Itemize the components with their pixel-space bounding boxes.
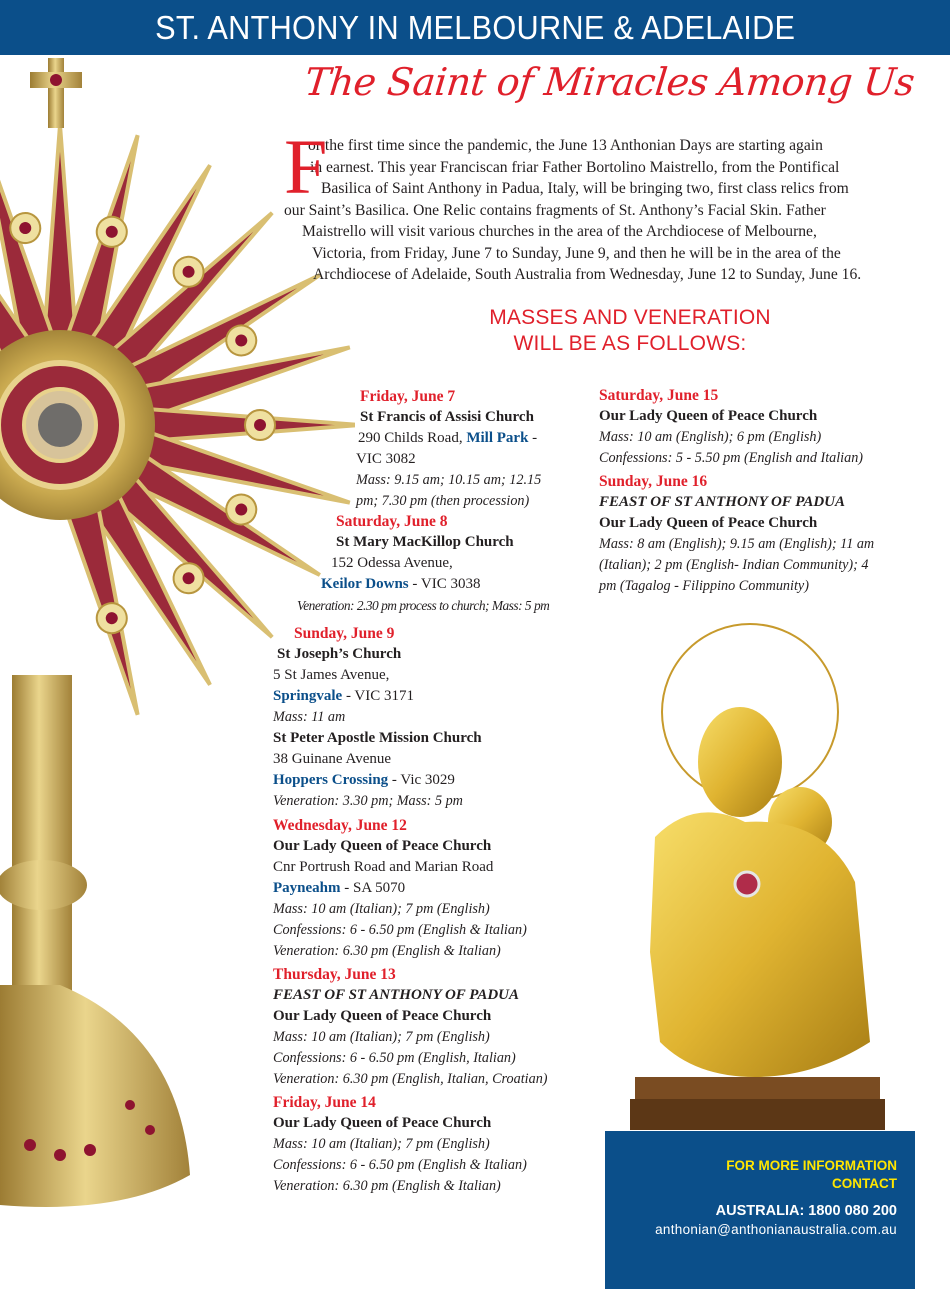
address [356,428,541,449]
address: Cnr Portrush Road and Marian Road [273,859,494,875]
event-friday-june-14 [273,1092,527,1197]
separator: - [528,430,538,446]
address-line [273,686,482,707]
contact-info-box [605,1131,915,1289]
contact-email[interactable]: anthonian@anthonianaustralia.com.au [655,1222,897,1237]
mass-times: Mass: 10 am (English); 6 pm (English) [599,429,822,445]
event-saturday-june-8 [297,511,549,616]
mass-times: Veneration: 2.30 pm process to church; Mass: 5 pm [297,598,550,613]
address: 152 Odessa Avenue, [331,555,453,571]
mass-times: (Italian); 2 pm (English- Indian Community); 4 [599,557,869,573]
section-heading-line2: WILL BE AS FOLLOWS: [513,332,747,355]
banner-title: ST. ANTHONY IN MELBOURNE & ADELAIDE [154,8,796,46]
mass-times: pm (Tagalog - Filippino Community) [599,578,809,594]
confession-times: Confessions: 6 - 6.50 pm (English & Italian) [273,922,527,938]
event-date: Friday, June 14 [273,1094,376,1111]
intro-line: Basilica of Saint Anthony in Padua, Italy, will be bringing two, first class relics from [321,180,849,197]
church-name: St Francis of Assisi Church [360,409,534,425]
intro-line: Archdiocese of Adelaide, South Australia from Wednesday, June 12 to Sunday, June 16. [313,266,862,283]
intro-line: in earnest. This year Franciscan friar Father Bortolino Maistrello, from the Pontifical [310,158,840,176]
header-banner [0,0,950,55]
event-date: Sunday, June 9 [294,625,395,642]
veneration-times: Veneration: 6.30 pm (English, Italian, Croatian) [273,1071,548,1087]
mass-times: Mass: 10 am (Italian); 7 pm (English) [273,901,490,917]
postcode: - VIC 3038 [408,576,481,592]
event-saturday-june-15 [599,385,863,469]
section-heading [430,305,830,357]
church-name: Our Lady Queen of Peace Church [273,838,492,854]
mass-times: Veneration: 3.30 pm; Mass: 5 pm [273,793,463,809]
church-name: St Peter Apostle Mission Church [273,730,482,746]
confession-times: Confessions: 6 - 6.50 pm (English & Italian) [273,1157,527,1173]
postcode: VIC 3082 [356,451,416,467]
drop-cap: F [284,123,328,210]
street: 290 Childs Road, [358,430,467,446]
intro-line: Victoria, from Friday, June 7 to Sunday, June 9, and then he will be in the area of the [312,244,841,262]
address-line [273,770,482,791]
section-heading-line1: MASSES AND VENERATION [489,306,771,329]
headline: The Saint of Miracles Among Us [302,60,917,104]
church-name: Our Lady Queen of Peace Church [273,1115,492,1131]
suburb: Springvale [273,688,343,704]
contact-phone[interactable]: AUSTRALIA: 1800 080 200 [715,1203,897,1219]
intro-line: or the first time since the pandemic, the June 13 Anthonian Days are starting again [308,137,823,154]
church-name: Our Lady Queen of Peace Church [273,1008,492,1024]
address: 5 St James Avenue, [273,667,390,683]
mass-times: pm; 7.30 pm (then procession) [356,493,530,509]
event-date: Thursday, June 13 [273,966,396,983]
event-date: Saturday, June 15 [599,387,719,404]
event-date: Sunday, June 16 [599,473,708,490]
mass-times: Mass: 10 am (Italian); 7 pm (English) [273,1029,490,1045]
veneration-times: Veneration: 6.30 pm (English & Italian) [273,943,501,959]
confession-times: Confessions: 6 - 6.50 pm (English, Italian) [273,1050,516,1066]
mass-times: Mass: 8 am (English); 9.15 am (English); 11 am [599,536,875,552]
mass-times: Mass: 9.15 am; 10.15 am; 12.15 [356,472,542,488]
event-thursday-june-13 [273,964,548,1090]
event-date: Saturday, June 8 [336,513,448,530]
church-name: St Joseph’s Church [277,646,402,662]
mass-times: Mass: 10 am (Italian); 7 pm (English) [273,1136,490,1152]
confession-times: Confessions: 5 - 5.50 pm (English and Italian) [599,450,864,466]
address: 38 Guinane Avenue [273,751,392,767]
contact-heading-line2: CONTACT [832,1176,897,1191]
suburb: Payneahm [273,880,341,896]
postcode: - Vic 3029 [388,772,455,788]
postcode: - VIC 3171 [342,688,414,704]
feast-label: FEAST OF ST ANTHONY OF PADUA [273,987,520,1003]
event-friday-june-7 [356,386,541,512]
event-sunday-june-9 [273,623,482,812]
event-sunday-june-16 [599,471,874,597]
mass-times: Mass: 11 am [273,709,346,725]
church-name: Our Lady Queen of Peace Church [599,515,818,531]
suburb: Keilor Downs [321,576,409,592]
suburb: Hoppers Crossing [273,772,389,788]
feast-label: FEAST OF ST ANTHONY OF PADUA [599,494,846,510]
event-wednesday-june-12 [273,815,527,962]
address-line [273,878,527,899]
gold-statue-st-anthony-image [605,622,905,1130]
intro-line: our Saint’s Basilica. One Relic contains fragments of St. Anthony’s Facial Skin. Father [284,201,826,219]
event-date: Wednesday, June 12 [273,817,407,834]
intro-paragraph [284,123,924,286]
suburb: Mill Park [466,430,529,446]
church-name: St Mary MacKillop Church [336,534,514,550]
contact-heading-line1: FOR MORE INFORMATION [726,1158,897,1173]
veneration-times: Veneration: 6.30 pm (English & Italian) [273,1178,501,1194]
postcode: - SA 5070 [340,880,406,896]
address-line [297,574,549,595]
church-name: Our Lady Queen of Peace Church [599,408,818,424]
event-date: Friday, June 7 [360,388,456,405]
intro-line: Maistrello will visit various churches in the area of the Archdiocese of Melbourne, [302,223,817,240]
